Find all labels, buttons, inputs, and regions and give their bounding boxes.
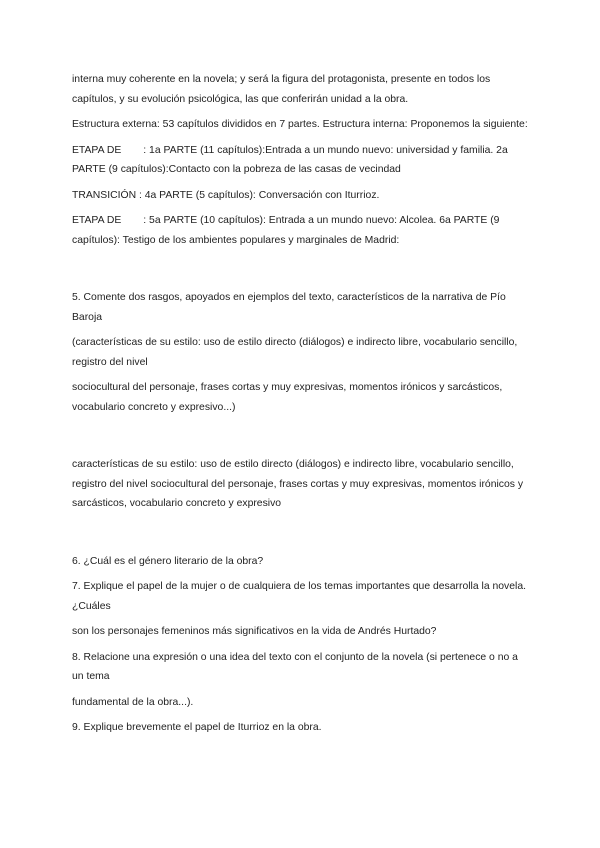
paragraph-structure-parts: Estructura externa: 53 capítulos divididos en 7 partes. Estructura interna: Proponemos la siguiente: xyxy=(72,119,528,130)
paragraph-stage-one xyxy=(72,141,528,180)
spacer xyxy=(72,256,528,288)
spacer xyxy=(72,520,528,552)
question-5-hint-part-2: sociocultural del personaje, frases cortas y muy expresivas, momentos irónicos y sarcásticos, vocabulario concreto y expresivo...) xyxy=(72,382,503,413)
stage-one-label: ETAPA DE xyxy=(72,144,122,156)
paragraph-stage-two xyxy=(72,211,528,250)
question-8-part-2: fundamental de la obra...). xyxy=(72,696,194,708)
question-5-hint-part-1: (características de su estilo: uso de estilo directo (diálogos) e indirecto libre, vocabulario sencillo, registro del nivel xyxy=(72,337,518,368)
document-body xyxy=(72,70,528,744)
question-6: 6. ¿Cuál es el género literario de la obra? xyxy=(72,555,264,567)
paragraph-transition: TRANSICIÓN : 4a PARTE (5 capítulos): Conversación con Iturrioz. xyxy=(72,189,380,201)
question-8-part-1: 8. Relacione una expresión o una idea del texto con el conjunto de la novela (si pertenece o no a un tema xyxy=(72,651,518,682)
question-9: 9. Explique brevemente el papel de Iturrioz en la obra. xyxy=(72,722,322,733)
question-5: 5. Comente dos rasgos, apoyados en ejemplos del texto, característicos de la narrativa de Pío Baroja xyxy=(72,292,506,323)
paragraph-structure-intro: interna muy coherente en la novela; y será la figura del protagonista, presente en todos los capítulos, y su evolución psicológica, las que conferirán unidad a la obra. xyxy=(72,74,491,105)
stage-two-label: ETAPA DE xyxy=(72,215,122,226)
answer-5: características de su estilo: uso de estilo directo (diálogos) e indirecto libre, vocabulario sencillo, registro del nivel sociocultural del personaje, frases cortas y muy expresivas, momentos irónicos y sarcásticos, vocabulario concreto y expresivo xyxy=(72,459,524,509)
stage-two-text: : 5a PARTE (10 capítulos): Entrada a un mundo nuevo: Alcolea. 6a PARTE (9 capítulos): Testigo de los ambientes populares y marginales de Madrid: xyxy=(72,215,500,246)
spacer xyxy=(72,423,528,455)
question-7-part-2: son los personajes femeninos más significativos en la vida de Andrés Hurtado? xyxy=(72,626,437,637)
question-7-part-1: 7. Explique el papel de la mujer o de cualquiera de los temas importantes que desarrolla la novela. ¿Cuáles xyxy=(72,581,526,612)
stage-one-text: : 1a PARTE (11 capítulos):Entrada a un mundo nuevo: universidad y familia. 2a PARTE (9 capítulos):Contacto con la pobreza de las casas de vecindad xyxy=(72,144,508,175)
